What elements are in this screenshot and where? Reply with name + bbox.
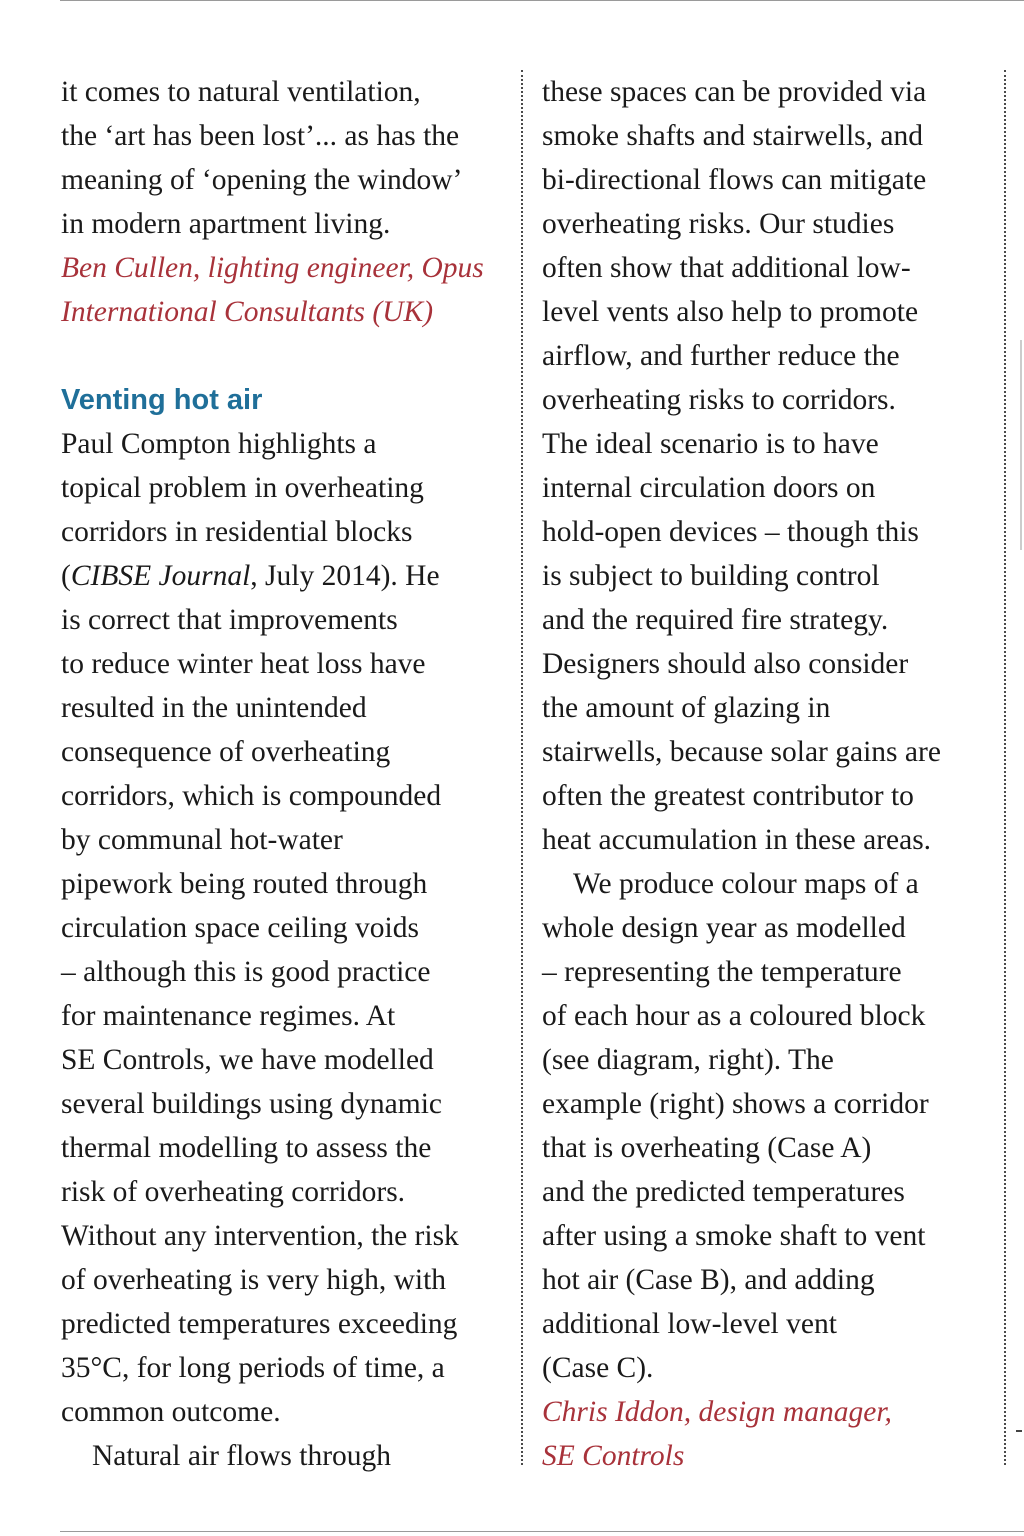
text-line: consequence of overheating	[61, 736, 391, 768]
column-divider	[1004, 70, 1006, 1465]
text-line: predicted temperatures exceeding	[61, 1308, 458, 1340]
text-line: corridors, which is compounded	[61, 780, 442, 812]
text-line: (CIBSE Journal, July 2014). He	[61, 560, 440, 592]
text-line: overheating risks to corridors.	[542, 384, 896, 416]
text-line: by communal hot-water	[61, 824, 343, 856]
section-heading: Venting hot air	[61, 384, 263, 416]
text-line: – representing the temperature	[542, 956, 902, 988]
text-line: Paul Compton highlights a	[61, 428, 377, 460]
spacer	[61, 334, 511, 378]
text-line: corridors in residential blocks	[61, 516, 413, 548]
text-line: heat accumulation in these areas.	[542, 824, 932, 856]
adjacent-page-mark	[1016, 1430, 1022, 1432]
text-line: example (right) shows a corridor	[542, 1088, 929, 1120]
text-line: level vents also help to promote	[542, 296, 919, 328]
bottom-rule	[60, 1531, 1024, 1532]
text-line: that is overheating (Case A)	[542, 1132, 872, 1164]
text-line: risk of overheating corridors.	[61, 1176, 406, 1208]
text-line: stairwells, because solar gains are	[542, 736, 941, 768]
text-line: the amount of glazing in	[542, 692, 831, 724]
text-line: pipework being routed through	[61, 868, 428, 900]
text-line: airflow, and further reduce the	[542, 340, 900, 372]
text-line: Designers should also consider	[542, 648, 909, 680]
text-line: overheating risks. Our studies	[542, 208, 895, 240]
text-line: of each hour as a coloured block	[542, 1000, 926, 1032]
attribution-line: Ben Cullen, lighting engineer, Opus	[61, 252, 484, 284]
text-line: (see diagram, right). The	[542, 1044, 834, 1076]
top-rule	[60, 0, 1024, 1]
text-line: SE Controls, we have modelled	[61, 1044, 434, 1076]
text-line: is subject to building control	[542, 560, 880, 592]
text-line: Natural air flows through	[92, 1440, 392, 1472]
text-line: – although this is good practice	[61, 956, 431, 988]
column-left	[61, 70, 511, 1478]
text-line: thermal modelling to assess the	[61, 1132, 432, 1164]
text-line: these spaces can be provided via	[542, 76, 927, 108]
text-line: for maintenance regimes. At	[61, 1000, 396, 1032]
column-right	[542, 70, 1012, 1478]
text-line: often show that additional low-	[542, 252, 911, 284]
text-line: hot air (Case B), and adding	[542, 1264, 875, 1296]
journal-title: CIBSE Journal	[70, 560, 251, 592]
text-line: topical problem in overheating	[61, 472, 424, 504]
text-line: is correct that improvements	[61, 604, 398, 636]
text-line: after using a smoke shaft to vent	[542, 1220, 926, 1252]
text-line: often the greatest contributor to	[542, 780, 914, 812]
text-line: common outcome.	[61, 1396, 281, 1428]
column-divider	[521, 70, 523, 1465]
text-line: (Case C).	[542, 1352, 654, 1384]
attribution-line: Chris Iddon, design manager,	[542, 1396, 892, 1428]
text-line: Without any intervention, the risk	[61, 1220, 459, 1252]
text-line: whole design year as modelled	[542, 912, 906, 944]
text-line: in modern apartment living.	[61, 208, 391, 240]
text-line: several buildings using dynamic	[61, 1088, 442, 1120]
text-line: The ideal scenario is to have	[542, 428, 879, 460]
text-line: internal circulation doors on	[542, 472, 876, 504]
text-line: the ‘art has been lost’... as has the	[61, 120, 460, 152]
text-line: additional low-level vent	[542, 1308, 837, 1340]
text-line: bi-directional flows can mitigate	[542, 164, 927, 196]
text-line: smoke shafts and stairwells, and	[542, 120, 923, 152]
attribution-line: SE Controls	[542, 1440, 685, 1472]
text-line: 35°C, for long periods of time, a	[61, 1352, 445, 1384]
text-line: resulted in the unintended	[61, 692, 367, 724]
text-line: We produce colour maps of a	[573, 868, 919, 900]
attribution-line: International Consultants (UK)	[61, 296, 434, 328]
text-line: circulation space ceiling voids	[61, 912, 419, 944]
text-line: it comes to natural ventilation,	[61, 76, 421, 108]
text-line: hold-open devices – though this	[542, 516, 919, 548]
text-line: meaning of ‘opening the window’	[61, 164, 463, 196]
adjacent-page-edge	[1020, 340, 1022, 550]
text-line: and the required fire strategy.	[542, 604, 889, 636]
text-line: to reduce winter heat loss have	[61, 648, 426, 680]
text-line: and the predicted temperatures	[542, 1176, 905, 1208]
text-line: of overheating is very high, with	[61, 1264, 447, 1296]
